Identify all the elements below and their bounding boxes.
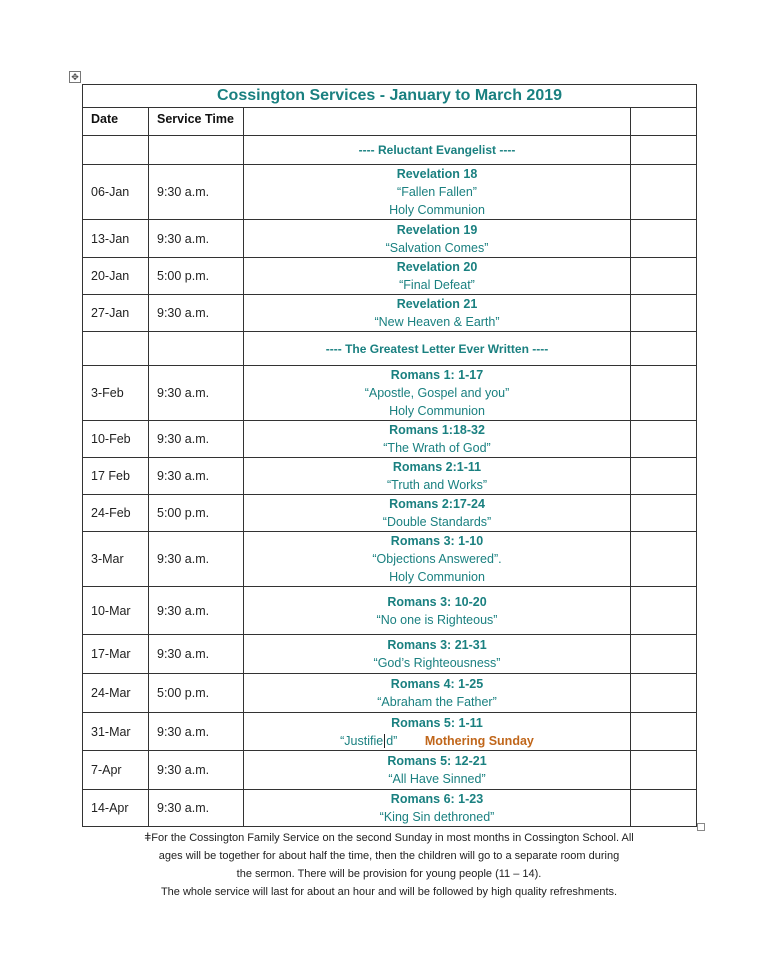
row-time: 9:30 a.m.	[149, 587, 244, 635]
row-service	[244, 635, 631, 674]
footnote-line-2: ages will be together for about half the time, then the children will go to a separate room during	[158, 850, 620, 862]
row-subtitle: “New Heaven & Earth”	[374, 315, 500, 329]
row-subtitle: “Salvation Comes”	[385, 240, 489, 255]
footnote-line-3: the sermon. There will be provision for young people (11 – 14).	[236, 868, 542, 880]
row-passage: Romans 5: 12-21	[387, 754, 487, 768]
table-row	[83, 635, 697, 674]
row-date: 17-Mar	[83, 635, 149, 674]
row-service	[244, 495, 631, 532]
row-time: 9:30 a.m.	[149, 421, 244, 458]
table-move-handle-icon[interactable]: ✥	[69, 71, 81, 83]
row-time: 5:00 p.m.	[149, 258, 244, 295]
footnote-line-1: ǂFor the Cossington Family Service on the second Sunday in most months in Cossington School. All	[144, 830, 634, 844]
row-date: 3-Mar	[83, 532, 149, 587]
row-date: 20-Jan	[83, 258, 149, 295]
row-time: 9:30 a.m.	[149, 458, 244, 495]
row-date: 3-Feb	[83, 366, 149, 421]
table-row	[83, 587, 697, 635]
row-date: 24-Feb	[83, 495, 149, 532]
row-date: 17 Feb	[83, 458, 149, 495]
row-date: 31-Mar	[83, 713, 149, 751]
row-service	[244, 366, 631, 421]
row-passage: Romans 3: 1-10	[390, 534, 484, 548]
header-row	[83, 108, 697, 136]
row-service	[244, 587, 631, 635]
table-title: Cossington Services - January to March 2019	[83, 85, 697, 108]
row-subtitle-part: “Justifie	[340, 733, 384, 748]
table-resize-handle[interactable]	[697, 823, 705, 831]
section-row	[83, 136, 697, 165]
row-service	[244, 674, 631, 713]
table-row	[83, 258, 697, 295]
row-subtitle: “Objections Answered”.	[372, 552, 502, 566]
row-passage: Revelation 20	[396, 260, 478, 274]
row-time: 9:30 a.m.	[149, 635, 244, 674]
row-date: 14-Apr	[83, 790, 149, 827]
row-passage: Romans 2:1-11	[392, 460, 482, 474]
row-date: 27-Jan	[83, 295, 149, 332]
row-note: Holy Communion	[389, 404, 485, 418]
row-subtitle: “God’s Righteousness”	[373, 656, 501, 670]
row-passage: Romans 1:18-32	[389, 423, 485, 437]
row-subtitle: “Fallen Fallen”	[397, 185, 477, 199]
table-row	[83, 458, 697, 495]
row-time: 9:30 a.m.	[149, 366, 244, 421]
row-date: 24-Mar	[83, 674, 149, 713]
section-title: ---- The Greatest Letter Ever Written ----	[244, 332, 631, 366]
row-service	[244, 258, 631, 295]
table-row	[83, 751, 697, 790]
table-row	[83, 790, 697, 827]
row-service	[244, 532, 631, 587]
row-passage: Romans 3: 21-31	[387, 638, 487, 652]
row-subtitle: “Abraham the Father”	[377, 695, 497, 709]
row-service	[244, 458, 631, 495]
table-row	[83, 674, 697, 713]
header-date: Date	[83, 108, 149, 136]
row-service	[244, 220, 631, 258]
row-subtitle: “Final Defeat”	[399, 278, 475, 292]
row-service	[244, 165, 631, 220]
row-passage: Romans 4: 1-25	[390, 677, 484, 691]
table-row	[83, 495, 697, 532]
row-passage: Romans 1: 1-17	[390, 368, 484, 382]
footnote-line-4: The whole service will last for about an hour and will be followed by high quality refreshments.	[160, 886, 618, 898]
row-service	[244, 421, 631, 458]
row-date: 7-Apr	[83, 751, 149, 790]
row-time: 9:30 a.m.	[149, 713, 244, 751]
row-time: 9:30 a.m.	[149, 295, 244, 332]
row-time: 9:30 a.m.	[149, 532, 244, 587]
table-row	[83, 165, 697, 220]
row-time: 9:30 a.m.	[149, 165, 244, 220]
title-row	[83, 85, 697, 108]
row-passage: Revelation 18	[396, 167, 478, 181]
row-time: 9:30 a.m.	[149, 751, 244, 790]
row-subtitle: “The Wrath of God”	[383, 441, 491, 455]
table-row	[83, 713, 697, 751]
mothering-sunday-label: Mothering Sunday	[424, 733, 534, 748]
row-time: 9:30 a.m.	[149, 790, 244, 827]
row-subtitle: “Truth and Works”	[386, 478, 488, 492]
table-row	[83, 532, 697, 587]
section-row	[83, 332, 697, 366]
row-passage: Romans 2:17-24	[389, 497, 485, 511]
row-time: 9:30 a.m.	[149, 220, 244, 258]
table-row	[83, 421, 697, 458]
row-passage: Revelation 19	[396, 222, 478, 237]
row-subtitle: “All Have Sinned”	[388, 772, 486, 786]
row-time: 5:00 p.m.	[149, 495, 244, 532]
row-date: 06-Jan	[83, 165, 149, 220]
services-table	[82, 84, 697, 827]
row-service	[244, 751, 631, 790]
row-note: Holy Communion	[389, 203, 485, 217]
row-subtitle: “Apostle, Gospel and you”	[364, 386, 510, 400]
footnote	[82, 828, 696, 901]
row-passage: Romans 3: 10-20	[387, 594, 487, 609]
row-passage: Revelation 21	[396, 297, 478, 311]
row-service	[244, 713, 631, 751]
row-date: 13-Jan	[83, 220, 149, 258]
row-note: Holy Communion	[389, 570, 485, 584]
row-passage: Romans 6: 1-23	[390, 792, 484, 806]
table-row	[83, 220, 697, 258]
row-service	[244, 790, 631, 827]
row-date: 10-Feb	[83, 421, 149, 458]
footnote-marker: ǂ	[144, 830, 152, 844]
table-row	[83, 366, 697, 421]
row-passage: Romans 5: 1-11	[391, 715, 483, 730]
row-service	[244, 295, 631, 332]
row-time: 5:00 p.m.	[149, 674, 244, 713]
section-title: ---- Reluctant Evangelist ----	[244, 136, 631, 165]
row-subtitle-part: d”	[386, 733, 398, 748]
table-row	[83, 295, 697, 332]
row-subtitle-line[interactable]	[252, 732, 622, 750]
row-subtitle: “King Sin dethroned”	[379, 810, 495, 824]
row-date: 10-Mar	[83, 587, 149, 635]
header-service-time: Service Time	[149, 108, 244, 136]
row-subtitle: “Double Standards”	[382, 515, 492, 529]
row-subtitle: “No one is Righteous”	[376, 612, 498, 627]
